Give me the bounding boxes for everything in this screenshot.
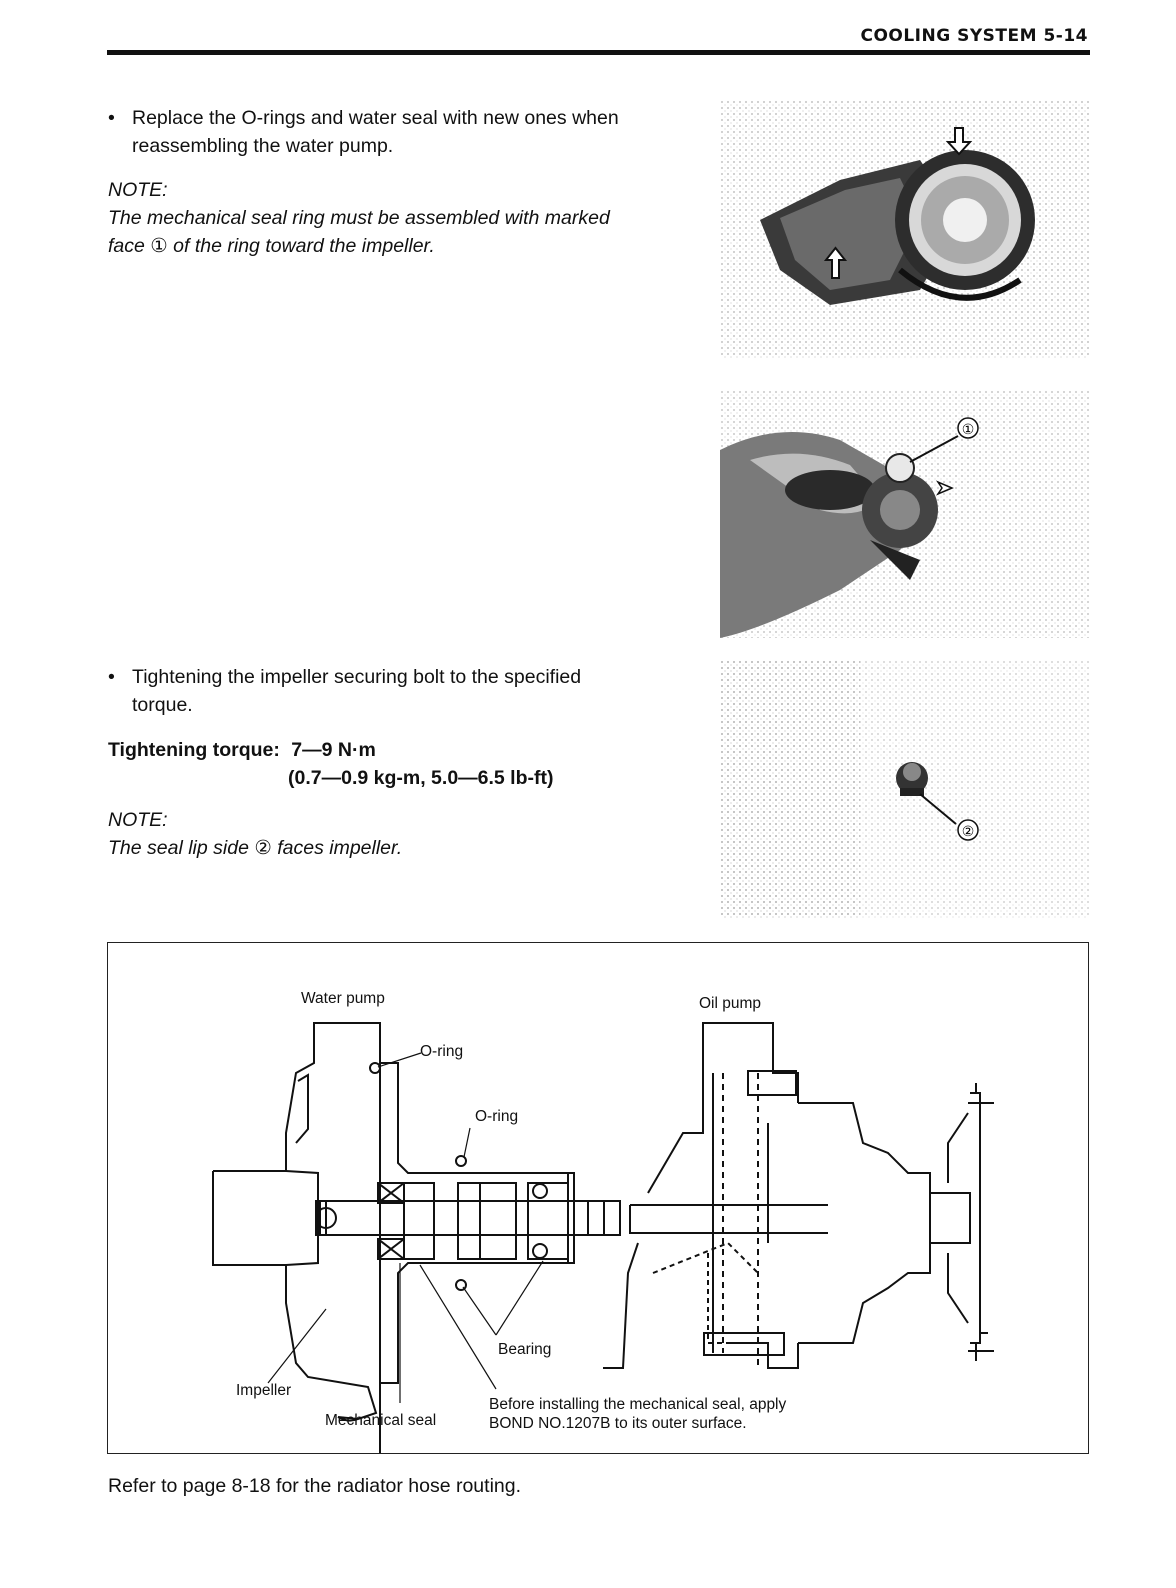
- note2-heading: NOTE:: [108, 809, 168, 831]
- label-oring-lower: O-ring: [475, 1108, 519, 1125]
- torque-label: Tightening torque:: [108, 739, 280, 761]
- photo-water-pump-housing: [720, 100, 1090, 358]
- torque-value-alt: (0.7—0.9 kg-m, 5.0—6.5 lb-ft): [288, 767, 554, 789]
- label-mechanical-seal: Mechanical seal: [325, 1412, 437, 1429]
- header-rule: [107, 50, 1090, 55]
- page-header-title: COOLING SYSTEM 5-14: [860, 26, 1088, 46]
- bullet-icon: •: [108, 666, 115, 688]
- label-water-pump: Water pump: [301, 990, 385, 1007]
- note2-text: The seal lip side ② faces impeller.: [108, 837, 403, 859]
- callout-1: ①: [961, 421, 975, 437]
- bullet2-line1: Tightening the impeller securing bolt to the specified: [132, 666, 582, 688]
- bond-note-line2: BOND NO.1207B to its outer surface.: [489, 1415, 747, 1432]
- note1-line1: The mechanical seal ring must be assembled with marked: [108, 207, 610, 229]
- bond-note-line1: Before installing the mechanical seal, apply: [489, 1396, 787, 1413]
- footer-reference: Refer to page 8-18 for the radiator hose routing.: [108, 1475, 522, 1497]
- torque-value-nm: 7—9 N·m: [291, 739, 376, 761]
- photo-seal-ring-assembly: [720, 390, 1090, 638]
- photo-seal-lip: [720, 660, 1090, 918]
- bullet1-line2: reassembling the water pump.: [132, 135, 394, 157]
- note-block-2: [108, 806, 402, 862]
- bullet1-line1: Replace the O-rings and water seal with new ones when: [132, 107, 619, 129]
- torque-spec: [108, 736, 376, 764]
- label-bearing: Bearing: [498, 1341, 552, 1358]
- note-block-1: [108, 176, 610, 260]
- label-oil-pump: Oil pump: [699, 995, 762, 1012]
- note1-line2: face ① of the ring toward the impeller.: [108, 235, 435, 257]
- cross-section-figure: [107, 942, 1089, 1454]
- bond-note: [489, 1395, 786, 1433]
- bullet-item-tightening: [108, 663, 581, 719]
- label-impeller: Impeller: [236, 1382, 292, 1399]
- bullet-icon: •: [108, 107, 115, 129]
- label-oring-upper: O-ring: [420, 1043, 464, 1060]
- pump-cross-section-drawing: [108, 943, 1088, 1453]
- note1-heading: NOTE:: [108, 179, 168, 201]
- callout-2: ②: [961, 823, 975, 839]
- bullet-item-replace-orings: [108, 104, 619, 160]
- bullet2-line2: torque.: [132, 694, 193, 716]
